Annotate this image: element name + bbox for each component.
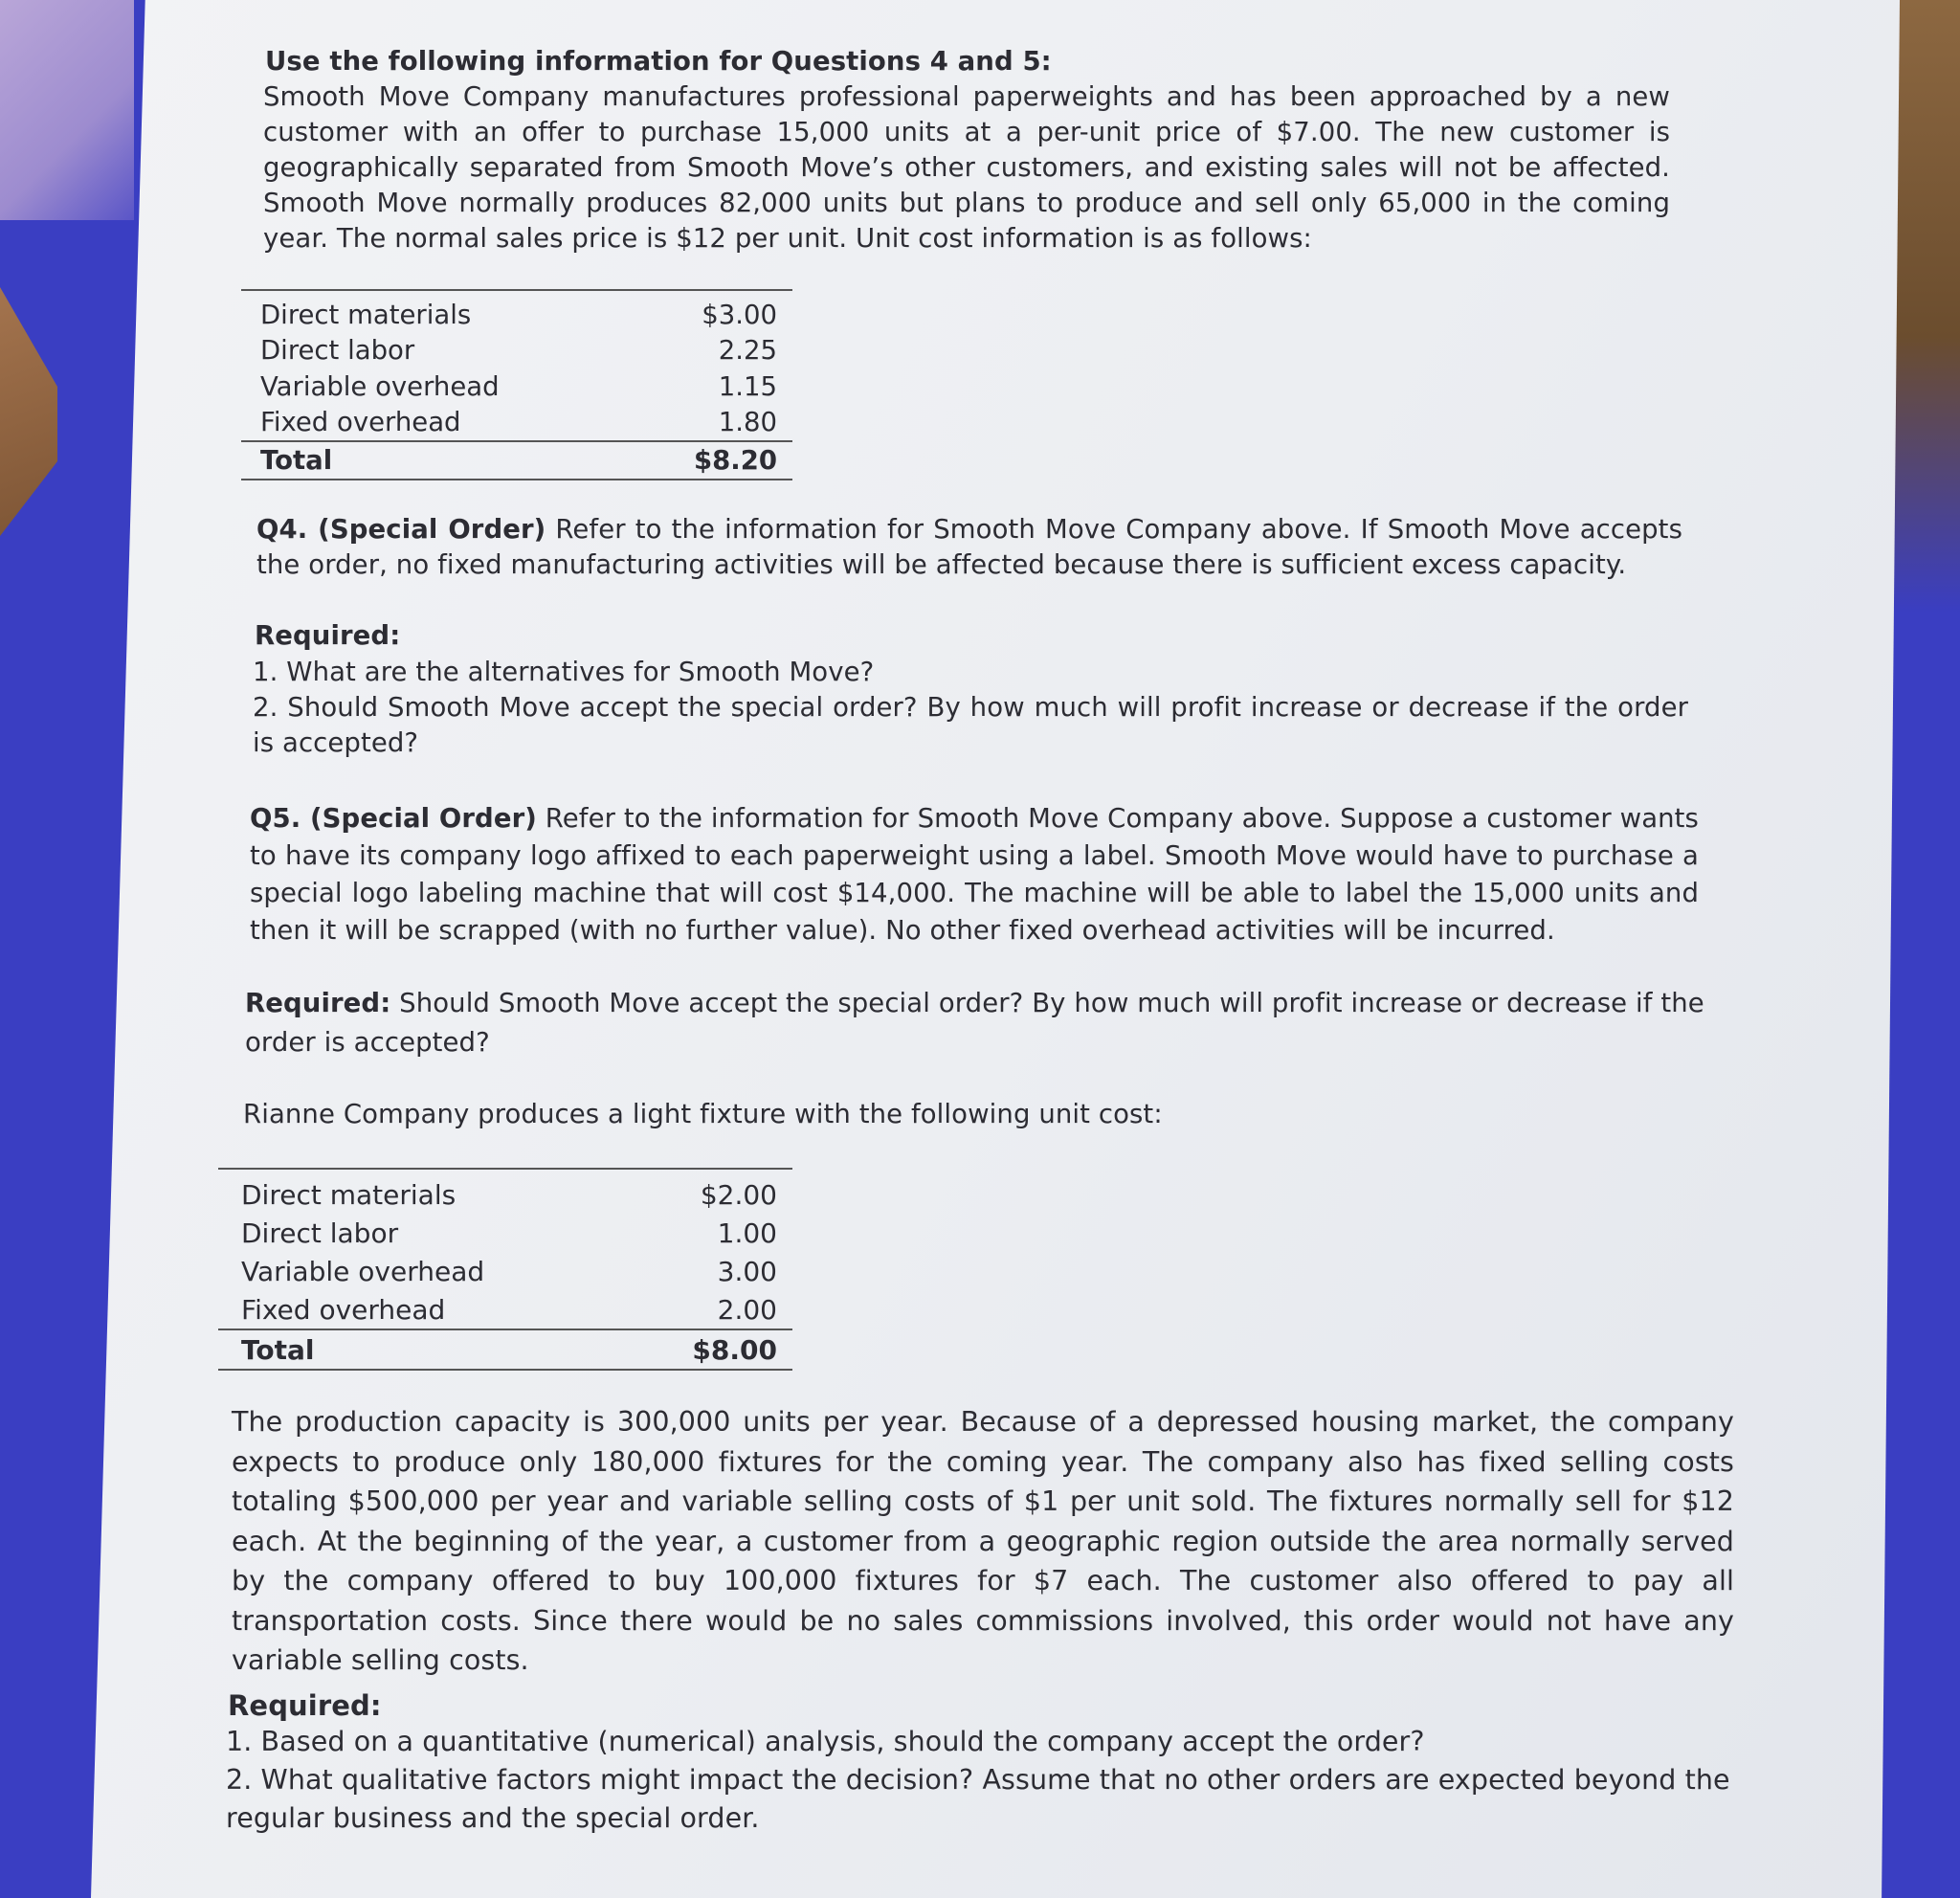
list-item: 2. What qualitative factors might impact the decision? Assume that no other orders are expected beyond the regular business and the special order. [226, 1764, 1730, 1834]
rianne-required-list [226, 1723, 1757, 1838]
q5-required-label: Required: [245, 988, 391, 1018]
intro-paragraph: Smooth Move Company manufactures professional paperweights and has been approached by a new customer with an offer to purchase 15,000 units at a per-unit price of $7.00. The new customer is geographically separated from Smooth Move’s other customers, and existing sales will not be affected. Smooth Move normally produces 82,000 units but plans to produce and sell only 65,000 in the coming year. The normal sales price is $12 per unit. Unit cost information is as follows: [263, 81, 1670, 254]
table-row [241, 368, 792, 405]
q5-paragraph [250, 800, 1699, 949]
q5-required [245, 984, 1709, 1062]
table-row [241, 333, 792, 369]
row-label: Direct labor [260, 335, 415, 367]
total-label: Total [241, 441, 640, 480]
q4-title: Q4. (Special Order) [256, 514, 546, 545]
row-label: Fixed overhead [260, 407, 461, 438]
total-value: $8.20 [640, 441, 792, 480]
table-row [241, 405, 792, 442]
row-value: 2.25 [718, 335, 777, 367]
q4-required-label: Required: [255, 620, 401, 651]
row-label: Direct materials [218, 1169, 635, 1214]
smooth-move-cost-table [241, 289, 792, 480]
table-row [218, 1290, 792, 1329]
list-item: 1. What are the alternatives for Smooth Move? [253, 657, 875, 687]
row-value: $2.00 [635, 1169, 792, 1214]
row-value: $3.00 [640, 290, 792, 333]
q4-text: Refer to the information for Smooth Move Company above. If Smooth Move accepts the order, no fixed manufacturing activities will be affected because there is sufficient excess capacity. [256, 514, 1682, 580]
table-row [218, 1214, 792, 1252]
row-value: 1.00 [717, 1217, 777, 1249]
table-row [241, 290, 792, 333]
row-value: 3.00 [717, 1255, 777, 1287]
rianne-intro: Rianne Company produces a light fixture with the following unit cost: [243, 1099, 1163, 1129]
row-label: Direct materials [241, 290, 640, 333]
row-label: Fixed overhead [241, 1293, 446, 1326]
rianne-cost-table [218, 1168, 792, 1371]
q4-paragraph [256, 512, 1682, 583]
table-total-row [241, 441, 792, 480]
table-total-row [218, 1329, 792, 1370]
table-row [218, 1252, 792, 1290]
row-label: Variable overhead [241, 1255, 485, 1287]
list-item: 1. Based on a quantitative (numerical) analysis, should the company accept the order? [226, 1726, 1425, 1757]
q4-required-list [253, 655, 1688, 761]
row-label: Direct labor [241, 1217, 399, 1249]
rianne-paragraph: The production capacity is 300,000 units per year. Because of a depressed housing market, the company expects to produce only 180,000 fixtures for the coming year. The company also has fixed selling costs totaling $500,000 per year and variable selling costs of $1 per unit sold. The fixtures normally sell for $12 each. At the beginning of the year, a customer from a geographic region outside the area normally served by the company offered to buy 100,000 fixtures for $7 each. The customer also offered to pay all transportation costs. Since there would be no sales commissions involved, this order would not have any variable selling costs. [232, 1406, 1734, 1676]
list-item: 2. Should Smooth Move accept the special order? By how much will profit increase or decrease if the order is accepted? [253, 692, 1688, 758]
q5-required-text: Should Smooth Move accept the special order? By how much will profit increase or decrease if the order is accepted? [245, 988, 1704, 1058]
total-label: Total [218, 1329, 635, 1370]
q5-text: Refer to the information for Smooth Move Company above. Suppose a customer wants to have its company logo affixed to each paperweight using a label. Smooth Move would have to purchase a special logo labeling machine that will cost $14,000. The machine will be able to label the 15,000 units and then it will be scrapped (with no further value). No other fixed overhead activities will be incurred. [250, 803, 1699, 946]
rianne-required-label: Required: [228, 1689, 382, 1722]
table-row [218, 1169, 792, 1214]
row-label: Variable overhead [260, 370, 500, 402]
row-value: 1.15 [718, 370, 777, 402]
q5-title: Q5. (Special Order) [250, 803, 537, 834]
intro-heading: Use the following information for Questions 4 and 5: [265, 46, 1052, 77]
row-value: 1.80 [718, 407, 777, 438]
row-value: 2.00 [717, 1293, 777, 1326]
total-value: $8.00 [635, 1329, 792, 1370]
